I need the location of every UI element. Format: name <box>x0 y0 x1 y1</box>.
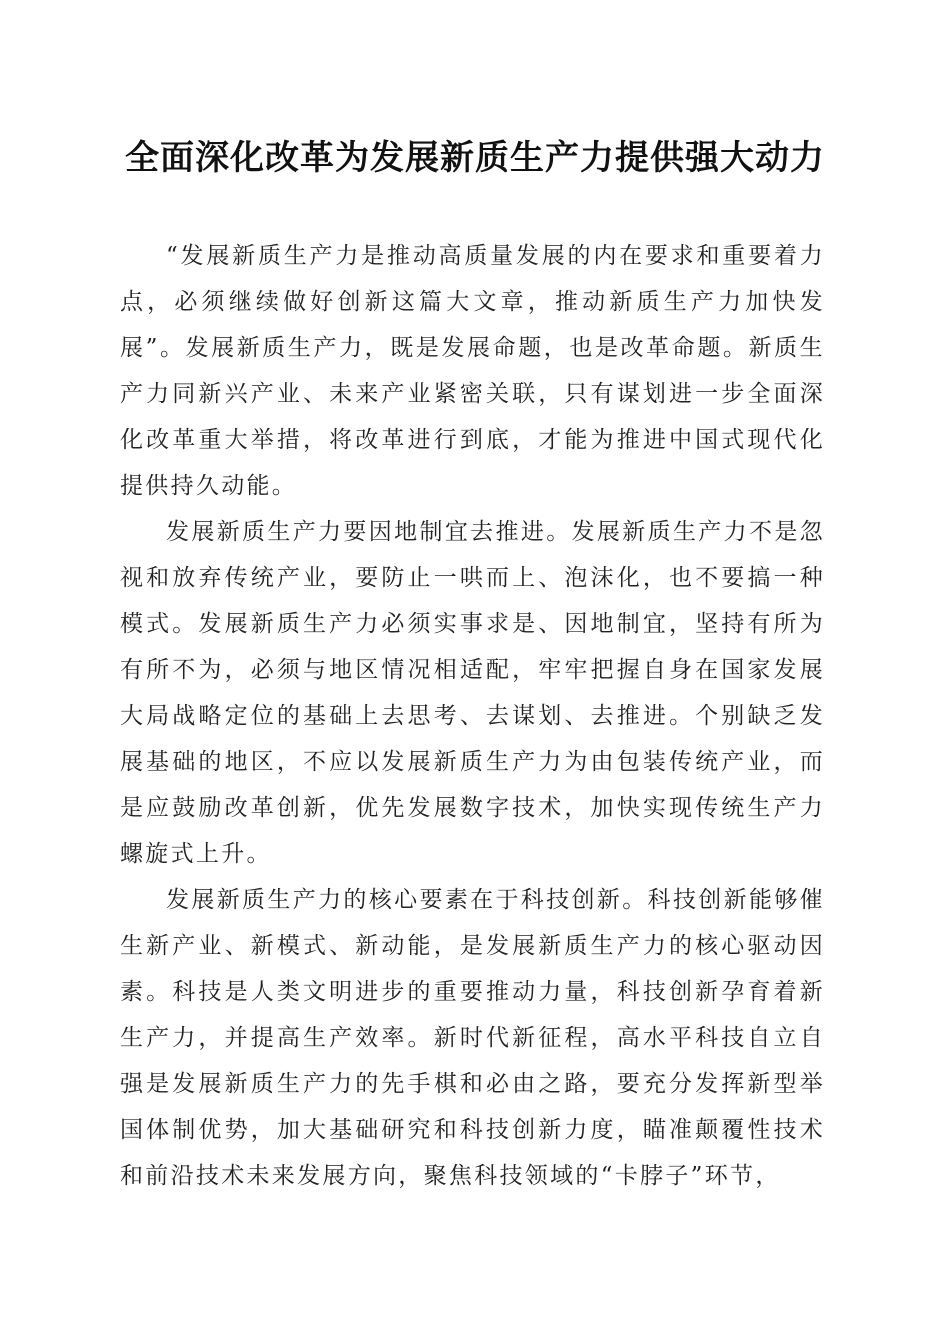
paragraph-1: “发展新质生产力是推动高质量发展的内在要求和重要着力点，必须继续做好创新这篇大文章，推动新质生产力加快发展”。发展新质生产力，既是发展命题，也是改革命题。新质生产力同新兴产业、未来产业紧密关联，只有谋划进一步全面深化改革重大举措，将改革进行到底，才能为推进中国式现代化提供持久动能。 <box>120 243 825 499</box>
paragraph-2: 发展新质生产力要因地制宜去推进。发展新质生产力不是忽视和放弃传统产业，要防止一哄而上、泡沫化，也不要搞一种模式。发展新质生产力必须实事求是、因地制宜，坚持有所为有所不为，必须与地区情况相适配，牢牢把握自身在国家发展大局战略定位的基础上去思考、去谋划、去推进。个别缺乏发展基础的地区，不应以发展新质生产力为由包装传统产业，而是应鼓励改革创新，优先发展数字技术，加快实现传统生产力螺旋式上升。 <box>120 519 825 867</box>
document-title: 全面深化改革为发展新质生产力提供强大动力 <box>125 138 825 178</box>
paragraph-3: 发展新质生产力的核心要素在于科技创新。科技创新能够催生新产业、新模式、新动能，是发展新质生产力的核心驱动因素。科技是人类文明进步的重要推动力量，科技创新孕育着新生产力，并提高生产效率。新时代新征程，高水平科技自立自强是发展新质生产力的先手棋和必由之路，要充分发挥新型举国体制优势，加大基础研究和科技创新力度，瞄准颠覆性技术和前沿技术未来发展方向，聚焦科技领域的“卡脖子”环节， <box>120 887 825 1189</box>
document-body <box>120 233 825 1199</box>
